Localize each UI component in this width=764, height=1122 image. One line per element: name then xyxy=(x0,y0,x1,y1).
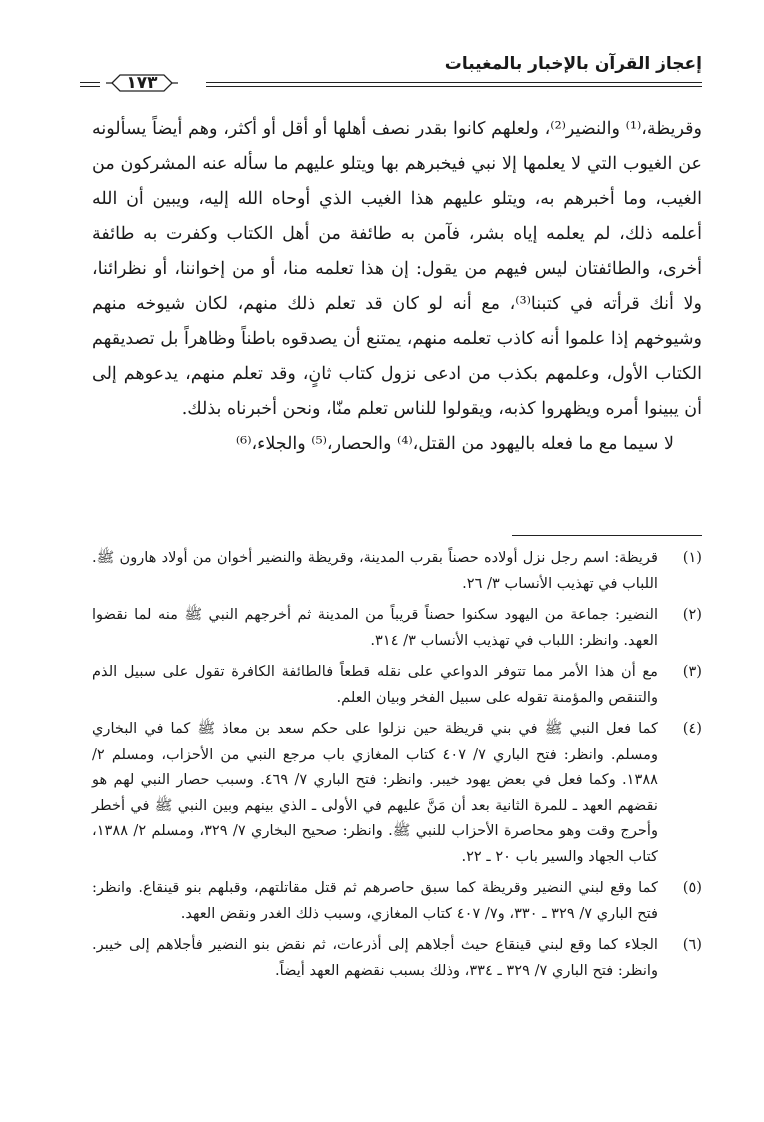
page-number-ornament xyxy=(106,72,178,94)
footnote-item xyxy=(92,716,702,869)
footnote-number: (٢) xyxy=(682,606,702,623)
footnote-text: كما فعل النبي ﷺ في بني قريظة حين نزلوا على حكم سعد بن معاذ ﷺ كما في البخاري ومسلم. وانظر: فتح الباري ٧/ ٤٠٧ كتاب المغازي باب مرجع النبي من الأحزاب، ومسلم ٢/ ١٣٨٨. وكما فعل في بعض يهود خيبر. وانظر: فتح الباري ٧/ ٤٦٩. وسبب حصار النبي لهم هو نقضهم العهد ـ للمرة الثانية بعد أن مَنَّ عليهم في الأولى ـ الذي بينهم وبين النبي ﷺ في أخطر وأحرج وقت وهو محاصرة الأحزاب للنبي ﷺ. وانظر: صحيح البخاري ٧/ ٣٢٩، ومسلم ٢/ ١٣٨٨، كتاب الجهاد والسير باب ٢٠ ـ ٢٢. xyxy=(92,720,659,865)
header-rule xyxy=(206,82,702,83)
footnote-item xyxy=(92,932,702,983)
body-paragraph: لا سيما مع ما فعله باليهود من القتل،⁽⁴⁾ والحصار،⁽⁵⁾ والجلاء،⁽⁶⁾ xyxy=(235,434,674,454)
footnote-number: (٤) xyxy=(682,720,702,737)
footnote-divider xyxy=(512,535,702,536)
header-dash xyxy=(80,82,100,83)
footnote-text: النضير: جماعة من اليهود سكنوا حصناً قريباً من المدينة ثم أخرجهم النبي ﷺ منه لما نقضوا العهد. وانظر: اللباب في تهذيب الأنساب ٣/ ٣١٤. xyxy=(92,606,658,649)
header-dash-thin xyxy=(80,86,100,87)
footnote-number: (٦) xyxy=(682,936,702,953)
footnote-number: (٣) xyxy=(682,663,702,680)
page-number: ١٧٣ xyxy=(126,73,158,93)
main-text xyxy=(92,112,702,462)
footnote-item xyxy=(92,659,702,710)
footnote-item xyxy=(92,875,702,926)
footnote-text: قريظة: اسم رجل نزل أولاده حصناً بقرب المدينة، وقريظة والنضير أخوان من أولاد هارون ﷺ. اللباب في تهذيب الأنساب ٣/ ٢٦. xyxy=(92,549,658,592)
running-title: إعجاز القرآن بالإخبار بالمغيبات xyxy=(444,54,702,74)
header-rule-thin xyxy=(206,86,702,87)
footnote-number: (١) xyxy=(682,549,702,566)
footnote-item xyxy=(92,545,702,596)
body-paragraph: وقريظة،⁽¹⁾ والنضير⁽²⁾، ولعلهم كانوا بقدر نصف أهلها أو أقل أو أكثر، وهم أيضاً يسألونه عن الغيوب التي لا يعلمها إلا نبي فيخبرهم بها ويتلو عليهم ما سأله عنه المشركون من الغيب، وما أخبرهم به، ويتلو عليهم هذا الغيب الذي أوحاه الله إليه، ويبين أن الله أعلمه ذلك، لم يعلمه إياه بشر، فآمن به طائفة من أهل الكتاب وكفرت به طائفة أخرى، والطائفتان ليس فيهم من يقول: إن هذا تعلمه منا، أو من إخواننا، أو نظرائنا، ولا أنك قرأته في كتبنا⁽³⁾، مع أنه لو كان قد تعلم ذلك منهم، لكان شيوخه منهم وشيوخهم إذا علموا أنه كاذب تعلمه منهم، يمتنع أن يصدقوه باطناً وظاهراً بل تصديقهم الكتاب الأول، وعلمهم بكذب من ادعى نزول كتاب ثانٍ، وقد تعلم منهم، يدعوهم إلى أن يبينوا أمره ويظهروا كذبه، ويقولوا للناس تعلم منّا، ونحن أخبرناه بذلك. xyxy=(92,119,702,419)
footnote-text: كما وقع لبني النضير وقريظة كما سبق حاصرهم ثم قتل مقاتلتهم، وقبلهم بنو قينقاع. وانظر: فتح الباري ٧/ ٣٢٩ ـ ٣٣٠، و٧/ ٤٠٧ كتاب المغازي، وسبب ذلك الغدر ونقض العهد. xyxy=(92,879,658,922)
footnote-text: مع أن هذا الأمر مما تتوفر الدواعي على نقله قطعاً فالطائفة الكافرة تقول على سبيل الذم والتنقص والمؤمنة تقوله على سبيل الفخر وبيان العلم. xyxy=(92,663,658,706)
footnote-number: (٥) xyxy=(682,879,702,896)
footnotes xyxy=(92,545,702,989)
footnote-item xyxy=(92,602,702,653)
footnote-text: الجلاء كما وقع لبني قينقاع حيث أجلاهم إلى أذرعات، ثم نقض بنو النضير فأجلاهم إلى خيبر. وانظر: فتح الباري ٧/ ٣٢٩ ـ ٣٣٤، وذلك بسبب نقضهم العهد أيضاً. xyxy=(92,936,658,979)
page-header xyxy=(86,52,702,98)
